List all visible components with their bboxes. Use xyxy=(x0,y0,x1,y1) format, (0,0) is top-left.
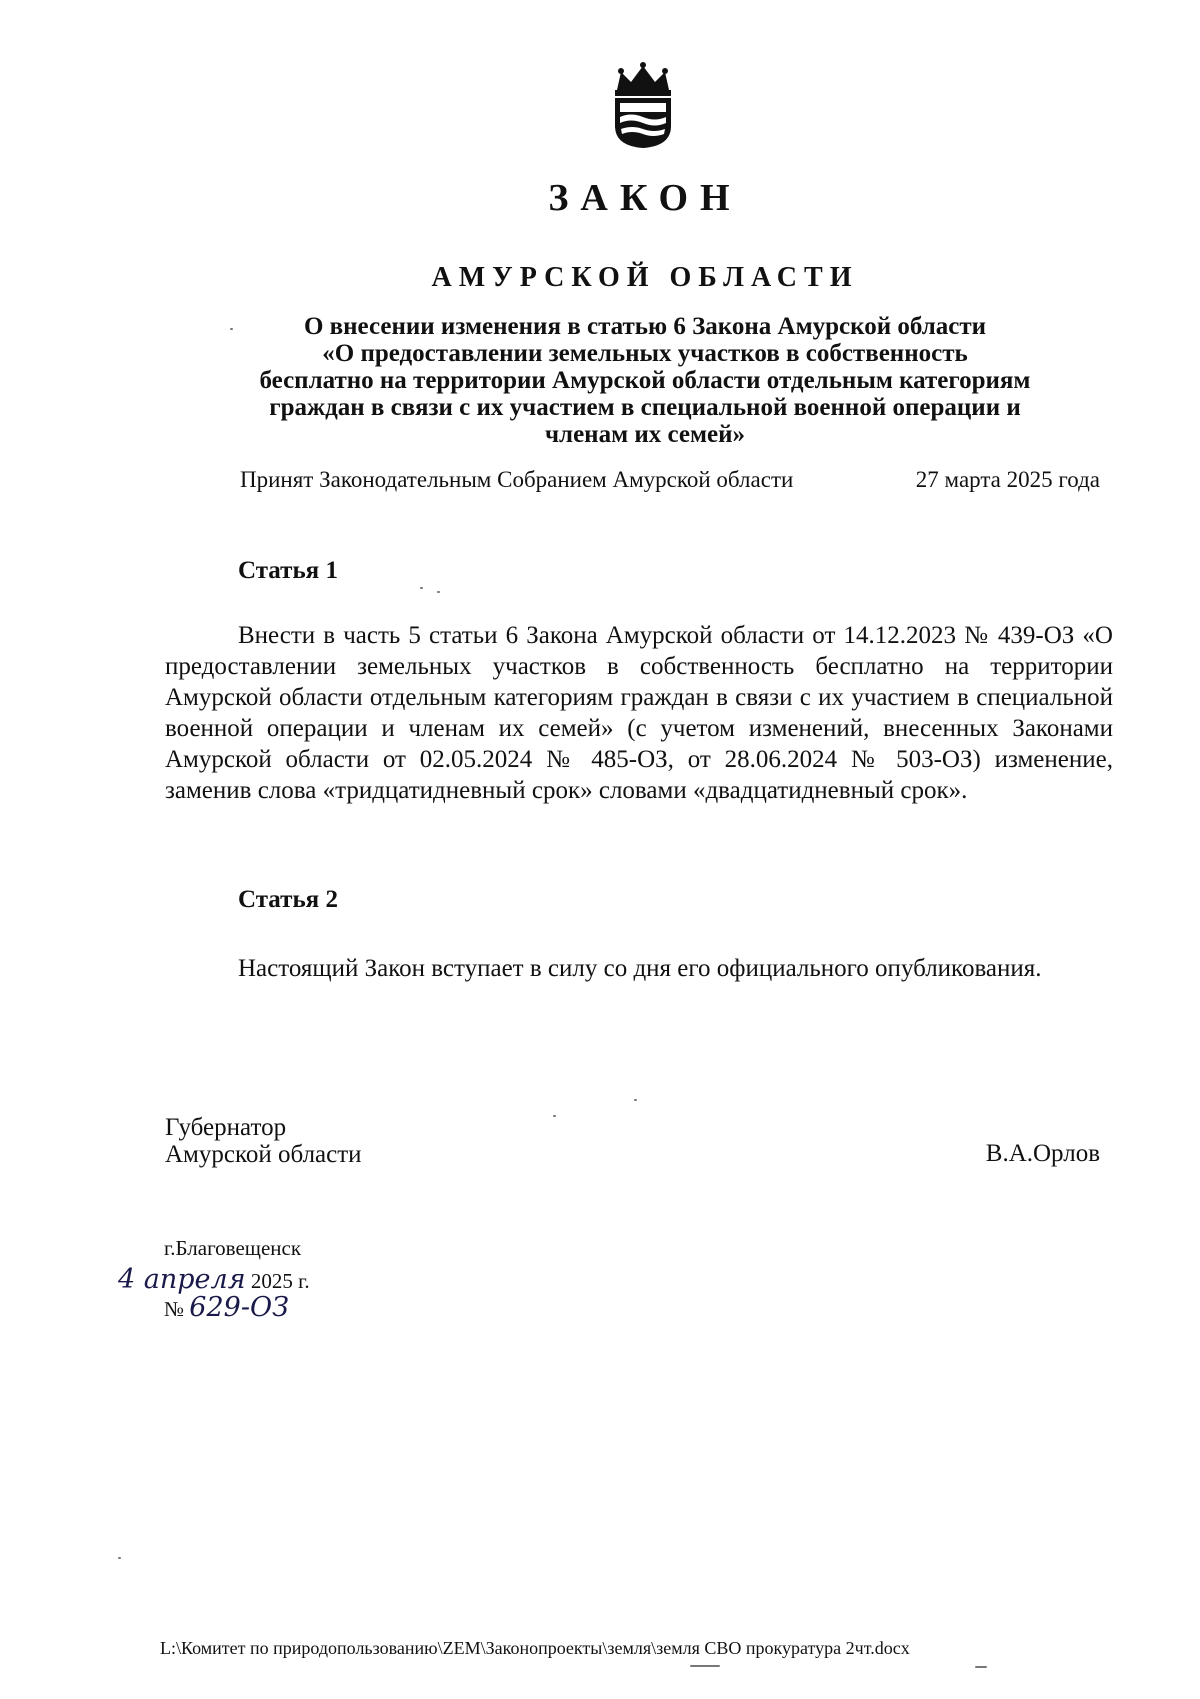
document-heading xyxy=(180,313,1110,448)
coat-of-arms-icon xyxy=(607,60,679,150)
heading-line: членам их семей» xyxy=(544,421,746,448)
article-1-text: Внести в часть 5 статьи 6 Закона Амурской области от 14.12.2023 № 439-ОЗ «О предоставлении земельных участков в собственность бесплатно на территории Амурской области отдельным категориям граждан в связи с их участием в специальной военной операции и членам их семей» (с учетом изменений, внесенных Законами Амурской области от 02.05.2024 № 485-ОЗ, от 28.06.2024 № 503-ОЗ) изменение, заменив слова «тридцатидневный срок» словами «двадцатидневный срок». xyxy=(165,622,1113,804)
article-1-title: Статья 1 xyxy=(238,557,338,584)
heading-line: «О предоставлении земельных участков в собственность xyxy=(322,340,968,367)
scan-speck xyxy=(690,1665,720,1667)
signing-date xyxy=(118,1264,310,1295)
scan-speck xyxy=(634,1099,637,1101)
adopted-by: Принят Законодательным Собранием Амурской области xyxy=(240,467,794,492)
scan-speck xyxy=(975,1666,987,1668)
scan-speck xyxy=(118,1557,121,1559)
scan-speck xyxy=(437,591,440,593)
handwritten-number: 629-ОЗ xyxy=(189,1292,289,1323)
heading-line: О внесении изменения в статью 6 Закона Амурской области xyxy=(303,313,987,340)
place-of-signing: г.Благовещенск xyxy=(164,1236,302,1260)
scan-speck xyxy=(420,587,423,589)
signatory-title-line: Амурской области xyxy=(165,1141,362,1168)
footer-file-path: L:\Комитет по природопользованию\ZEM\Законопроекты\земля\земля СВО прокуратура 2чт.docx xyxy=(160,1638,910,1658)
signatory-title-line: Губернатор xyxy=(165,1114,287,1141)
document-title: ЗАКОН xyxy=(548,177,742,219)
handwritten-date: 4 апреля xyxy=(118,1264,246,1295)
document-region: АМУРСКОЙ ОБЛАСТИ xyxy=(431,262,859,293)
heading-line: граждан в связи с их участием в специальной военной операции и xyxy=(269,394,1021,421)
adopted-date: 27 марта 2025 года xyxy=(915,467,1100,492)
scan-speck xyxy=(553,1115,556,1117)
heading-line: бесплатно на территории Амурской области отдельным категориям xyxy=(259,367,1031,394)
signatory-title xyxy=(165,1114,362,1168)
law-number xyxy=(164,1292,289,1323)
signatory-name: В.А.Орлов xyxy=(985,1140,1100,1167)
scan-speck xyxy=(230,328,233,330)
article-2-text: Настоящий Закон вступает в силу со дня его официального опубликования. xyxy=(238,955,1042,982)
number-prefix: № xyxy=(164,1297,185,1321)
article-2-title: Статья 2 xyxy=(238,886,338,913)
year-suffix: 2025 г. xyxy=(250,1269,310,1293)
